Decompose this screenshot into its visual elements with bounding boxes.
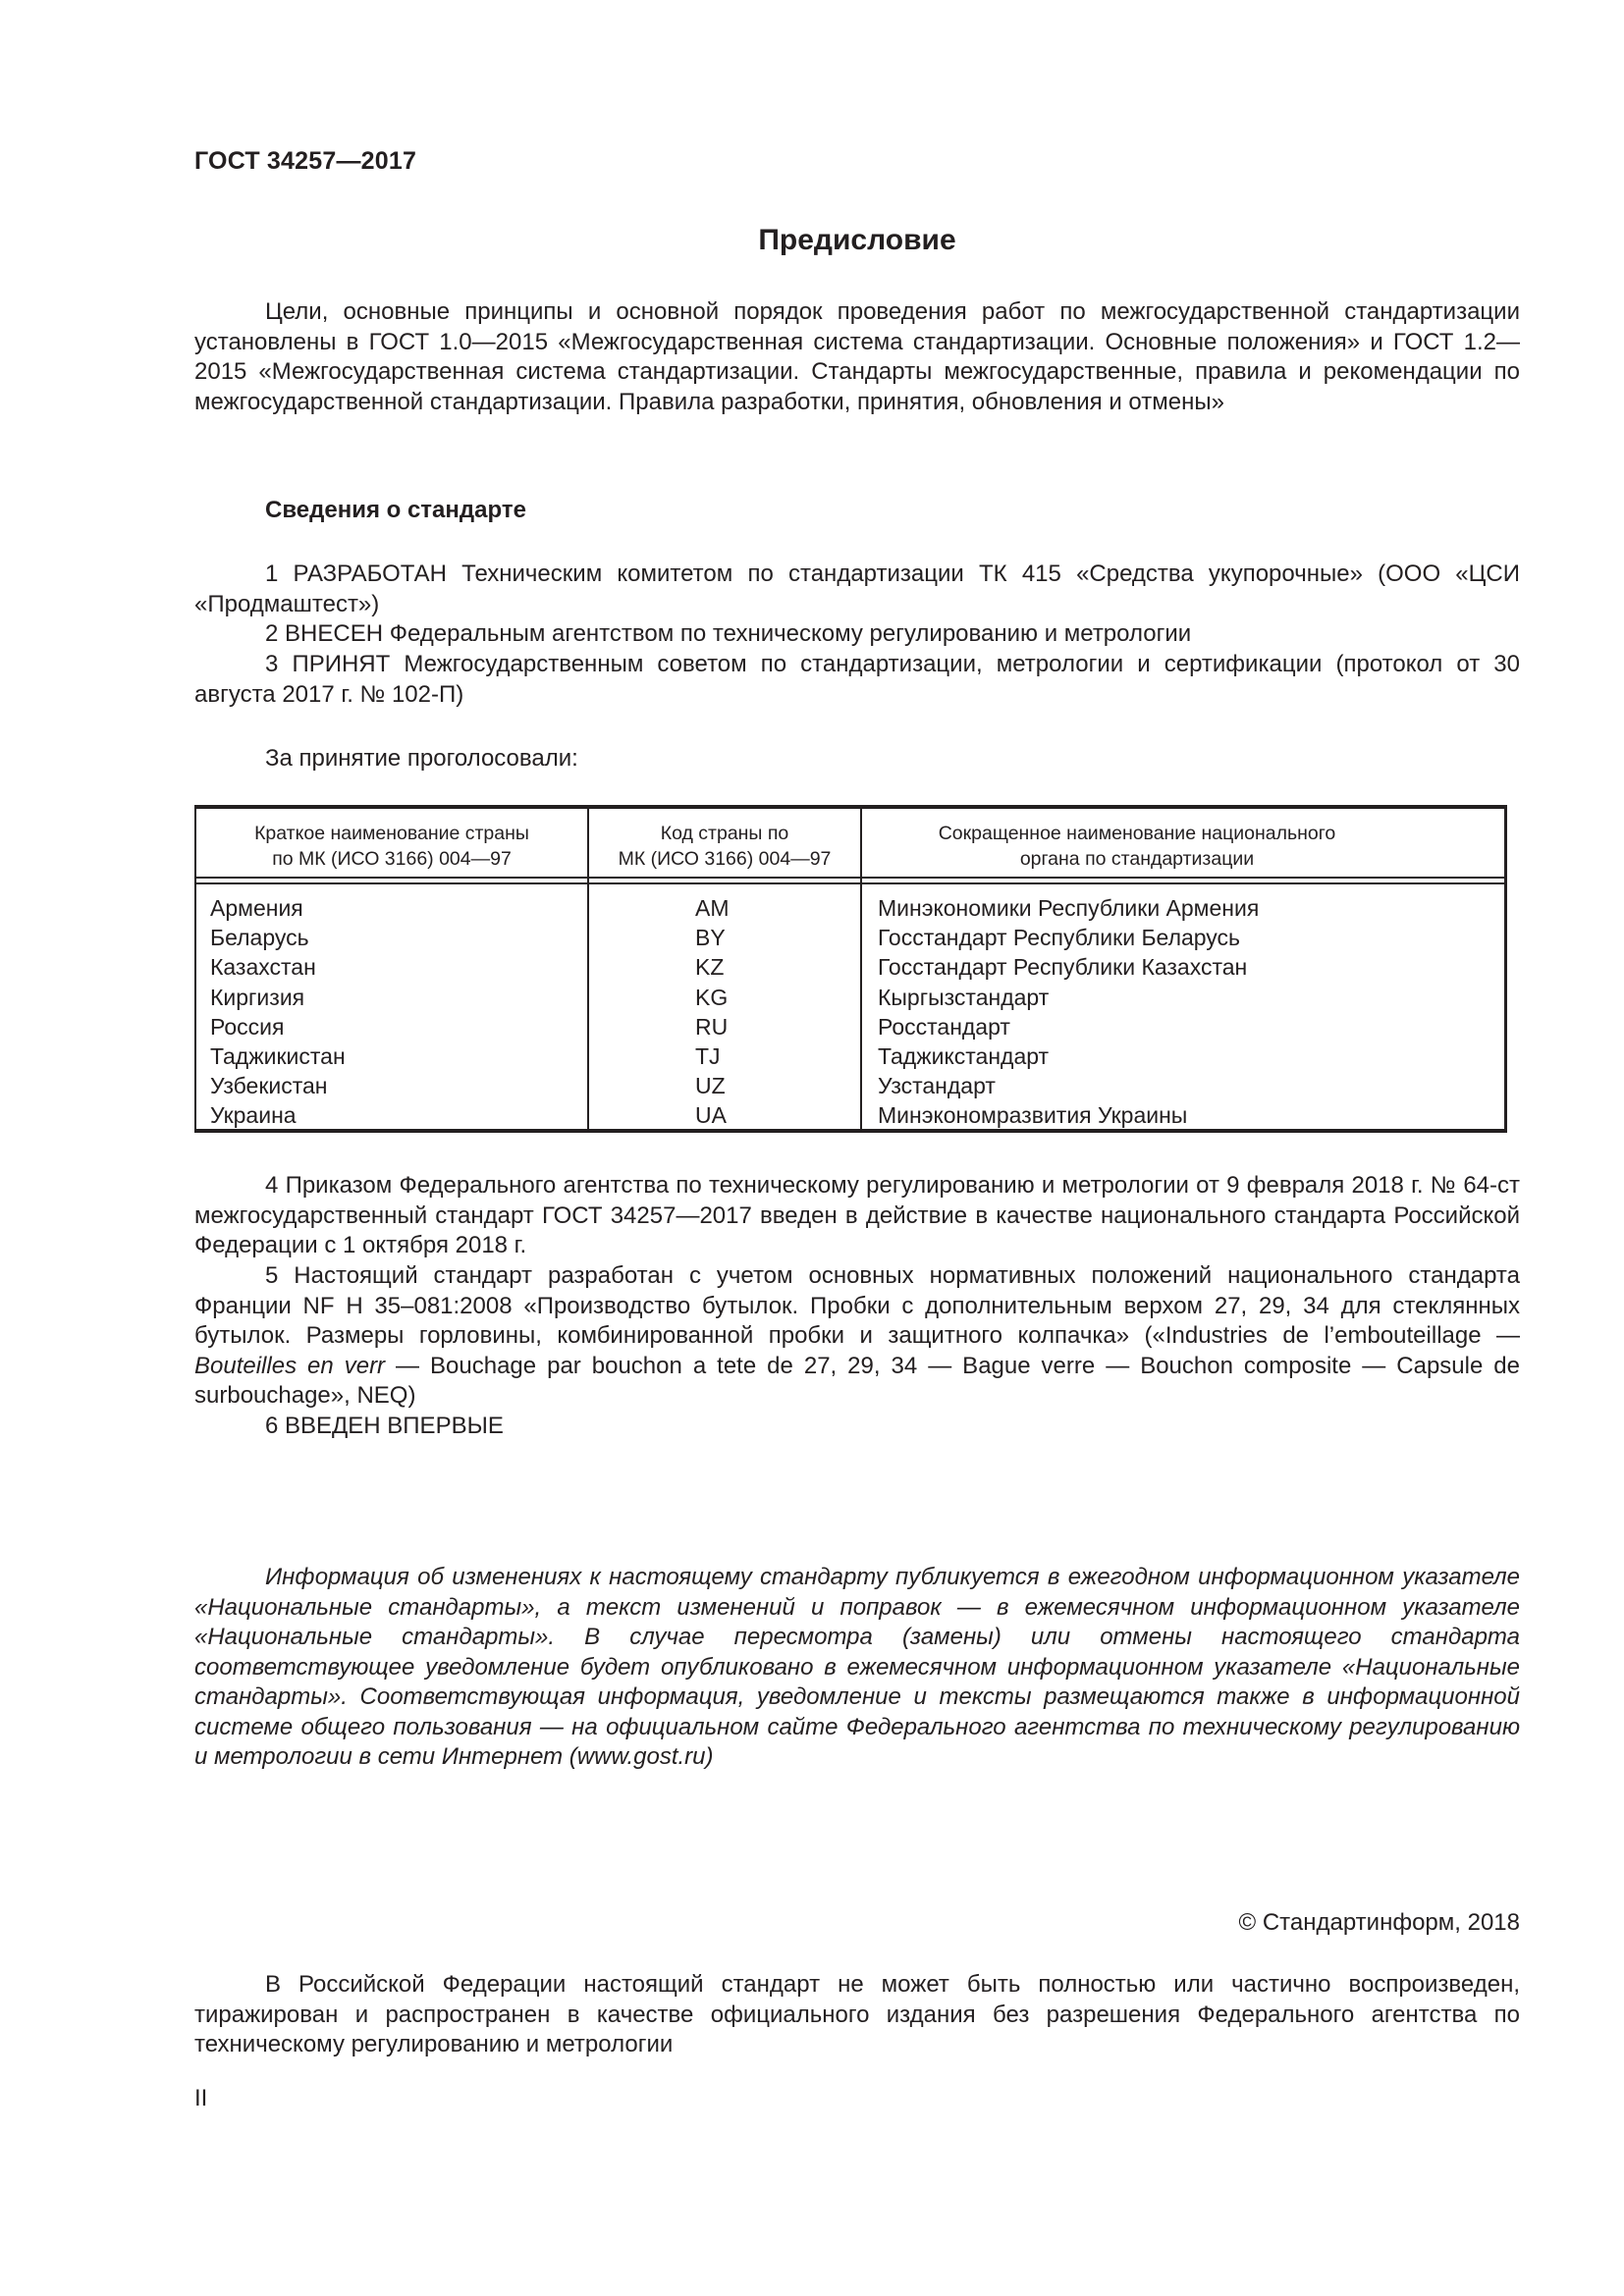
- intro-paragraph: [194, 297, 1520, 417]
- section-heading: Сведения о стандарте: [265, 497, 526, 523]
- document-code: ГОСТ 34257—2017: [194, 147, 417, 175]
- table-cell-code: KG: [695, 984, 729, 1010]
- header-country: Краткое наименование страны по МК (ИСО 3166) 004—97: [254, 823, 529, 870]
- amendments-notice-text: Информация об изменениях к настоящему стандарту публикуется в ежегодном информационном указателе «Национальные стандарты», а текст изменений и поправок — в ежемесячном информационном указателе «Национальные стандарты». В случае пересмотра (замены) или отмены настоящего стандарта соответствующее уведомление будет опубликовано в ежемесячном информационном указателе «Национальные стандарты». Соответствующая информация, уведомление и тексты размещаются также в информационной системе общего пользования — на официальном сайте Федерального агентства по техническому регулированию и метрологии в сети Интернет (www.gost.ru): [194, 1564, 1520, 1770]
- table-cell-body: Минэкономики Республики Армения: [878, 895, 1260, 921]
- info-item-2: [194, 619, 1520, 650]
- table-cell-country: Казахстан: [210, 954, 316, 981]
- table-cell-code: RU: [695, 1013, 729, 1040]
- header-divider: [196, 882, 1504, 884]
- table-cell-body: Госстандарт Республики Казахстан: [878, 954, 1248, 981]
- table-cell-country: Узбекистан: [210, 1073, 328, 1099]
- info-item-1: [194, 560, 1520, 619]
- table-cell-body: Узстандарт: [878, 1073, 996, 1099]
- reproduction-notice: [194, 1970, 1520, 2060]
- table-cell-code: AM: [695, 895, 730, 921]
- body-column: [878, 893, 1259, 1131]
- intro-text: Цели, основные принципы и основной порядок проведения работ по межгосударственной стандартизации установлены в ГОСТ 1.0—2015 «Межгосударственная система стандартизации. Основные положения» и ГОСТ 1.2—2015 «Межгосударственная система стандартизации. Стандарты межгосударственные, правила и рекомендации по межгосударственной стандартизации. Правила разработки, принятия, обновления и отмены»: [194, 298, 1520, 415]
- info-item-3-text: 3 ПРИНЯТ Межгосударственным советом по стандартизации, метрологии и сертификации (протокол от 30 августа 2017 г. № 102-П): [194, 651, 1520, 708]
- table-cell-code: KZ: [695, 954, 725, 981]
- table-cell-body: Минэкономразвития Украины: [878, 1102, 1188, 1129]
- table-cell-country: Армения: [210, 895, 303, 921]
- table-cell-country: Беларусь: [210, 925, 309, 951]
- voted-label: За принятие проголосовали:: [265, 745, 578, 772]
- info-item-2-text: 2 ВНЕСЕН Федеральным агентством по техническому регулированию и метрологии: [265, 620, 1192, 647]
- table-cell-country: Таджикистан: [210, 1043, 346, 1070]
- table-cell-code: TJ: [695, 1043, 721, 1070]
- table-cell-body: Таджикстандарт: [878, 1043, 1050, 1070]
- table-cell-country: Украина: [210, 1102, 297, 1129]
- table-cell-code: BY: [695, 925, 726, 951]
- amendments-notice: [194, 1563, 1520, 1773]
- table-cell-body: Росстандарт: [878, 1013, 1010, 1040]
- country-column: [210, 893, 346, 1131]
- table-cell-code: UA: [695, 1102, 727, 1129]
- header-body: Сокращенное наименование национального органа по стандартизации: [938, 823, 1336, 870]
- info-item-6: 6 ВВЕДЕН ВПЕРВЫЕ: [265, 1413, 504, 1439]
- info-item-5: [194, 1261, 1520, 1412]
- code-column: [695, 893, 730, 1131]
- info-item-4: [194, 1171, 1520, 1261]
- table-cell-body: Госстандарт Республики Беларусь: [878, 925, 1241, 951]
- info-item-3: [194, 650, 1520, 710]
- table-cell-country: Киргизия: [210, 984, 305, 1010]
- header-code: Код страны по МК (ИСО 3166) 004—97: [618, 823, 832, 870]
- info-item-5-text-end: — Bouchage par bouchon a tete de 27, 29, 34 — Bague verre — Bouchon composite — Capsule de surbouchage», NEQ): [194, 1352, 1520, 1409]
- table-cell-body: Кыргызстандарт: [878, 984, 1050, 1010]
- info-item-4-text: 4 Приказом Федерального агентства по техническому регулированию и метрологии от 9 февраля 2018 г. № 64-ст межгосударственный стандарт ГОСТ 34257—2017 введен в действие в качестве национального стандарта Российской Федерации с 1 октября 2018 г.: [194, 1172, 1520, 1258]
- vote-table: [194, 805, 1507, 1133]
- page-number: II: [194, 2085, 208, 2111]
- info-item-1-text: 1 РАЗРАБОТАН Техническим комитетом по стандартизации ТК 415 «Средства укупорочные» (ООО «ЦСИ «Продмаштест»): [194, 561, 1520, 617]
- page-title: Предисловие: [758, 224, 956, 256]
- table-cell-code: UZ: [695, 1073, 726, 1099]
- info-item-5-text: 5 Настоящий стандарт разработан с учетом основных нормативных положений национального стандарта Франции NF H 35–081:2008 «Производство бутылок. Пробки с дополнительным верхом 27, 29, 34 для стеклянных бутылок. Размеры горловины, комбинированной пробки и защитного колпачка» («Industries de l’embouteillage —: [194, 1262, 1520, 1349]
- info-item-5-italic: Bouteilles en verr: [194, 1352, 386, 1379]
- reproduction-notice-text: В Российской Федерации настоящий стандарт не может быть полностью или частично воспроизведен, тиражирован и распространен в качестве официального издания без разрешения Федерального агентства по техническому регулированию и метрологии: [194, 1971, 1520, 2057]
- copyright: © Стандартинформ, 2018: [1238, 1909, 1520, 1936]
- table-cell-country: Россия: [210, 1013, 285, 1040]
- header-divider: [196, 877, 1504, 879]
